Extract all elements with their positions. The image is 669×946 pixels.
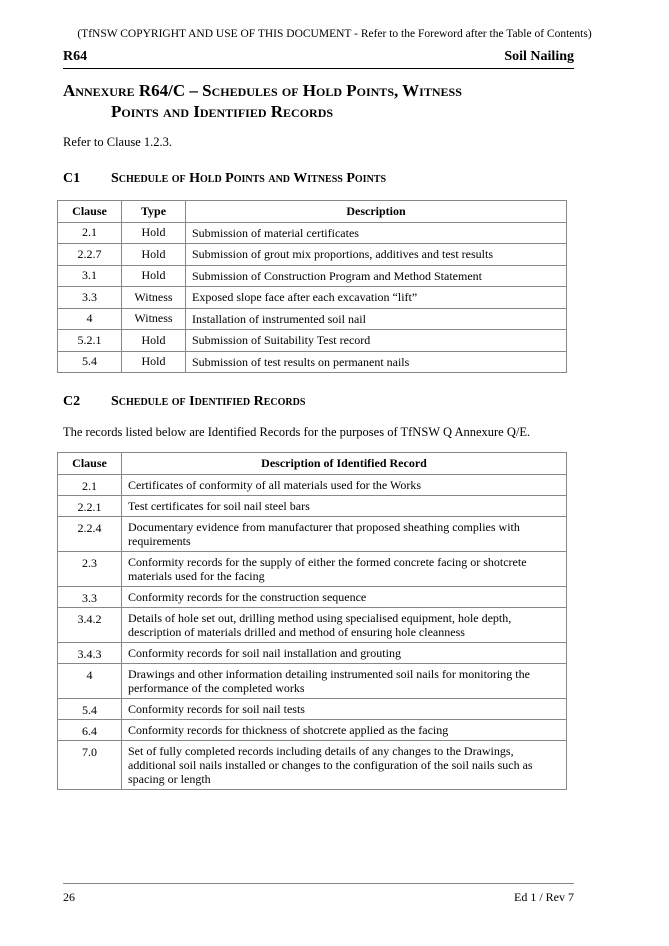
page-number: 26 bbox=[63, 890, 75, 904]
table-row bbox=[58, 608, 567, 643]
table-row bbox=[58, 244, 567, 266]
clause-cell: 3.4.3 bbox=[58, 643, 122, 664]
clause-cell: 2.2.1 bbox=[58, 496, 122, 517]
section-c2-heading bbox=[63, 394, 305, 410]
clause-cell: 4 bbox=[58, 308, 122, 330]
section-c1-number: C1 bbox=[63, 171, 81, 186]
table-row bbox=[58, 475, 567, 496]
column-header-clause: Clause bbox=[58, 201, 122, 223]
page-footer bbox=[63, 883, 574, 904]
type-cell: Hold bbox=[122, 330, 186, 352]
table-header-row bbox=[58, 453, 567, 475]
clause-cell: 4 bbox=[58, 664, 122, 699]
clause-cell: 6.4 bbox=[58, 720, 122, 741]
clause-cell: 2.1 bbox=[58, 475, 122, 496]
copyright-notice: (TfNSW COPYRIGHT AND USE OF THIS DOCUMENT - Refer to the Foreword after the Table of Contents) bbox=[77, 28, 592, 40]
description-cell: Set of fully completed records including details of any changes to the Drawings, additional soil nails installed or changes to the configuration of the soil nails such as spacing or length bbox=[122, 741, 567, 790]
clause-cell: 2.2.4 bbox=[58, 517, 122, 552]
table-row bbox=[58, 741, 567, 790]
table-row bbox=[58, 265, 567, 287]
type-cell: Hold bbox=[122, 222, 186, 244]
clause-cell: 5.4 bbox=[58, 351, 122, 373]
hold-witness-table bbox=[57, 200, 567, 373]
section-c2-number: C2 bbox=[63, 394, 81, 409]
type-cell: Witness bbox=[122, 308, 186, 330]
refer-clause: Refer to Clause 1.2.3. bbox=[63, 135, 173, 149]
type-cell: Hold bbox=[122, 351, 186, 373]
table-row bbox=[58, 308, 567, 330]
type-cell: Hold bbox=[122, 265, 186, 287]
clause-cell: 3.1 bbox=[58, 265, 122, 287]
description-cell: Submission of test results on permanent nails bbox=[186, 351, 567, 373]
table-row bbox=[58, 552, 567, 587]
description-cell: Submission of Construction Program and Method Statement bbox=[186, 265, 567, 287]
column-header-clause: Clause bbox=[58, 453, 122, 475]
description-cell: Certificates of conformity of all materials used for the Works bbox=[122, 475, 567, 496]
table-row bbox=[58, 351, 567, 373]
spec-code: R64 bbox=[63, 49, 88, 64]
page-title-line-2: Points and Identified Records bbox=[111, 102, 334, 121]
clause-cell: 5.4 bbox=[58, 699, 122, 720]
section-c2-title: Schedule of Identified Records bbox=[111, 394, 306, 409]
table-row bbox=[58, 222, 567, 244]
table-row bbox=[58, 517, 567, 552]
column-header-description: Description bbox=[186, 201, 567, 223]
section-c2-intro: The records listed below are Identified Records for the purposes of TfNSW Q Annexure Q/E. bbox=[63, 425, 531, 439]
clause-cell: 3.4.2 bbox=[58, 608, 122, 643]
table-row bbox=[58, 699, 567, 720]
table-row bbox=[58, 587, 567, 608]
edition-revision: Ed 1 / Rev 7 bbox=[514, 890, 574, 904]
running-header bbox=[63, 46, 574, 69]
table-row bbox=[58, 330, 567, 352]
table-row bbox=[58, 664, 567, 699]
description-cell: Conformity records for the construction sequence bbox=[122, 587, 567, 608]
description-cell: Conformity records for soil nail installation and grouting bbox=[122, 643, 567, 664]
description-cell: Details of hole set out, drilling method using specialised equipment, hole depth, description of materials drilled and method of ensuring hole cleanness bbox=[122, 608, 567, 643]
clause-cell: 2.3 bbox=[58, 552, 122, 587]
description-cell: Exposed slope face after each excavation “lift” bbox=[186, 287, 567, 309]
description-cell: Submission of Suitability Test record bbox=[186, 330, 567, 352]
section-c1-heading bbox=[63, 171, 386, 187]
description-cell: Submission of material certificates bbox=[186, 222, 567, 244]
column-header-record-description: Description of Identified Record bbox=[122, 453, 567, 475]
page-title bbox=[63, 80, 583, 122]
description-cell: Installation of instrumented soil nail bbox=[186, 308, 567, 330]
description-cell: Documentary evidence from manufacturer that proposed sheathing complies with requirements bbox=[122, 517, 567, 552]
column-header-type: Type bbox=[122, 201, 186, 223]
type-cell: Witness bbox=[122, 287, 186, 309]
table-row bbox=[58, 643, 567, 664]
table-row bbox=[58, 287, 567, 309]
table-row bbox=[58, 496, 567, 517]
clause-cell: 2.1 bbox=[58, 222, 122, 244]
description-cell: Conformity records for the supply of either the formed concrete facing or shotcrete materials used for the facing bbox=[122, 552, 567, 587]
clause-cell: 3.3 bbox=[58, 287, 122, 309]
clause-cell: 3.3 bbox=[58, 587, 122, 608]
identified-records-table bbox=[57, 452, 567, 790]
description-cell: Conformity records for thickness of shotcrete applied as the facing bbox=[122, 720, 567, 741]
description-cell: Test certificates for soil nail steel bars bbox=[122, 496, 567, 517]
description-cell: Drawings and other information detailing instrumented soil nails for monitoring the performance of the completed works bbox=[122, 664, 567, 699]
table-row bbox=[58, 720, 567, 741]
table-header-row bbox=[58, 201, 567, 223]
clause-cell: 5.2.1 bbox=[58, 330, 122, 352]
page-title-line-1: Annexure R64/C – Schedules of Hold Points, Witness bbox=[63, 81, 462, 100]
type-cell: Hold bbox=[122, 244, 186, 266]
clause-cell: 7.0 bbox=[58, 741, 122, 790]
clause-cell: 2.2.7 bbox=[58, 244, 122, 266]
description-cell: Conformity records for soil nail tests bbox=[122, 699, 567, 720]
spec-title: Soil Nailing bbox=[504, 49, 574, 64]
description-cell: Submission of grout mix proportions, additives and test results bbox=[186, 244, 567, 266]
section-c1-title: Schedule of Hold Points and Witness Points bbox=[111, 171, 387, 186]
